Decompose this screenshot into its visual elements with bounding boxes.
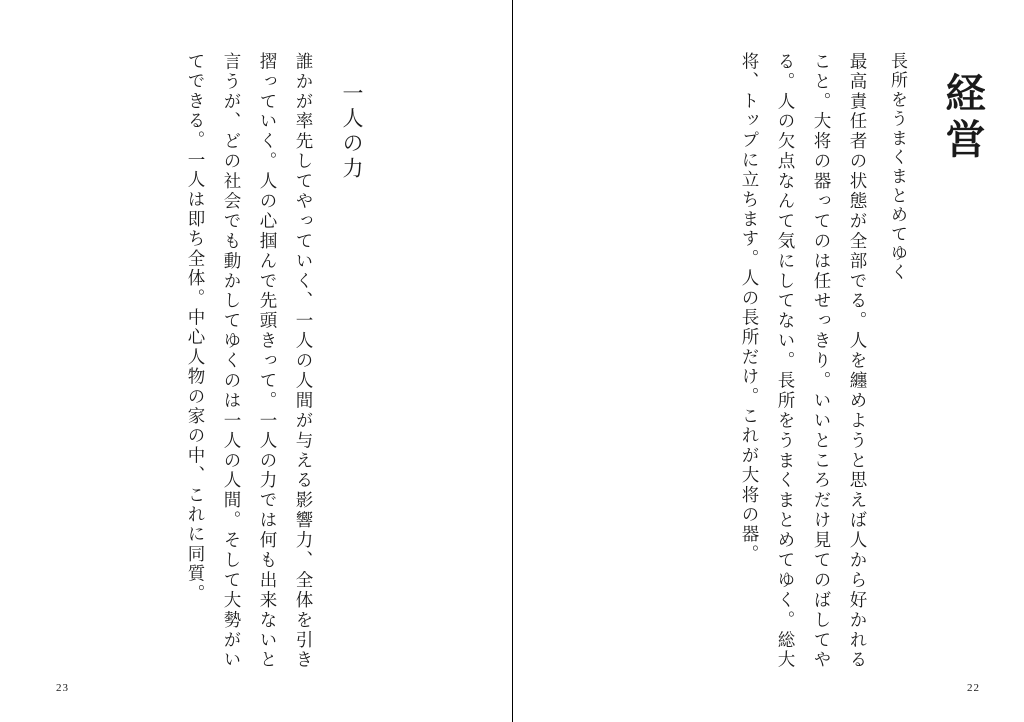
section-heading-22: 長所をうまくまとめてゆく	[888, 52, 907, 283]
body-text-22: 最高責任者の状態が全部でる。人を纏めようと思えば人から好かれること。大将の器ってのは任せっきり。いいところだけ見てのばしてやる。人の欠点なんて気にしてない。長所をうまくまとめてゆく。総大将、トップに立ちます。人の長所だけ。これが大将の器。	[740, 52, 868, 670]
page-number-23: 23	[56, 682, 69, 694]
chapter-title: 経営	[940, 72, 985, 164]
page-22	[512, 0, 1024, 722]
body-text-23: 誰かが率先してやっていく、一人の人間が与える影響力、全体を引き摺っていく。人の心掴んで先頭きって。一人の力では何も出来ないと言うが、どの社会でも動かしてゆくのは一人の人間。そして大勢がいてできる。一人は即ち全体。中心人物の家の中、これに同質。	[186, 52, 314, 670]
page-number-22: 22	[967, 682, 980, 694]
section-heading-23: 一人の力	[340, 82, 364, 182]
